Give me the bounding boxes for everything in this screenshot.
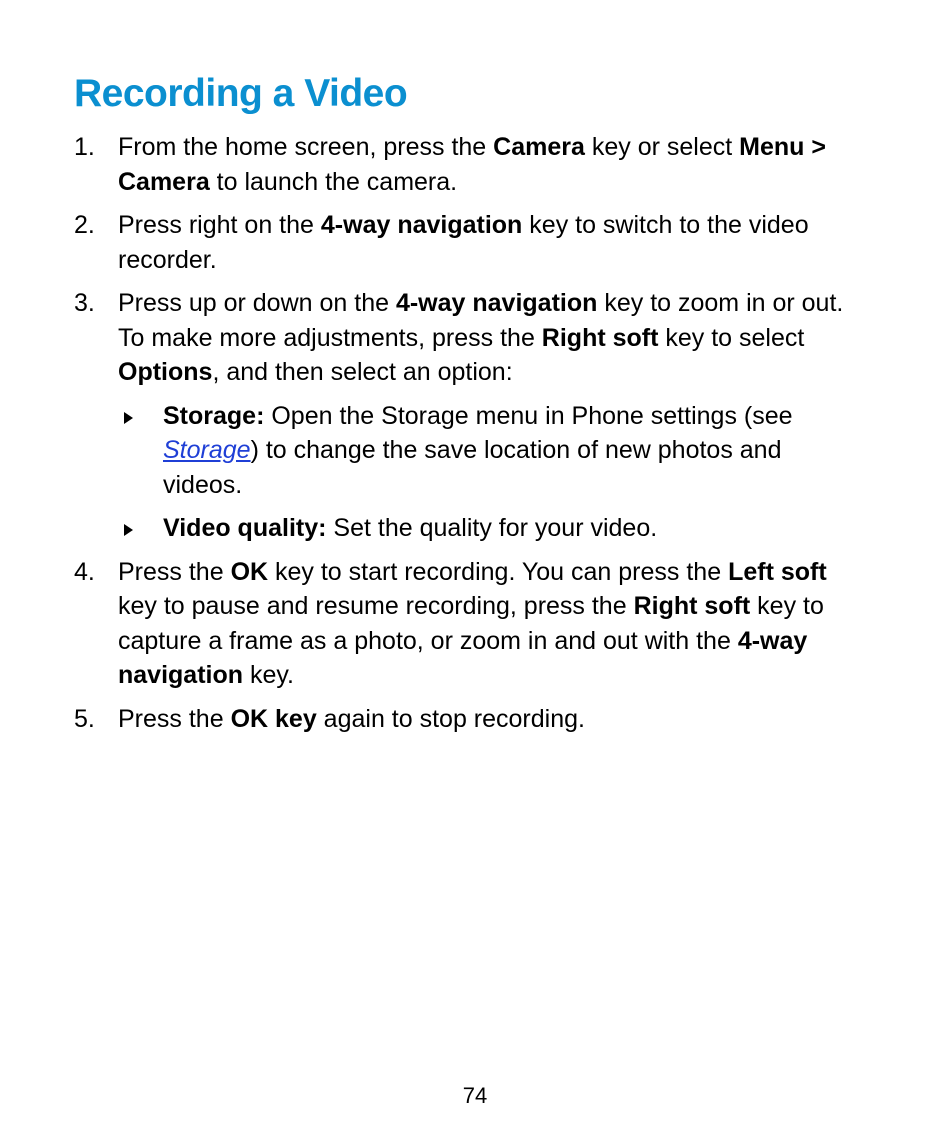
text-span: Press the bbox=[118, 704, 231, 733]
step-number: 4. bbox=[74, 557, 95, 586]
option-text: Set the quality for your video. bbox=[326, 514, 658, 542]
step-3 bbox=[74, 286, 864, 546]
page-title: Recording a Video bbox=[74, 72, 408, 115]
step-number: 1. bbox=[74, 133, 95, 161]
text-span: key to zoom in or out. To make more adjustments, press the bbox=[118, 289, 844, 352]
option-video-quality bbox=[118, 511, 864, 546]
option-term: Storage: bbox=[163, 401, 265, 430]
key-name-right-soft: Right soft bbox=[541, 323, 659, 352]
storage-link[interactable]: Storage bbox=[163, 436, 251, 464]
text-span: From the home screen, press the bbox=[118, 133, 494, 161]
step-text bbox=[118, 133, 826, 196]
text-span: Press up or down on the bbox=[118, 289, 396, 317]
text-span: key to start recording. You can press the bbox=[268, 557, 729, 586]
step-text bbox=[118, 211, 809, 274]
key-name-ok: OK key bbox=[230, 704, 317, 733]
step-number: 3. bbox=[74, 289, 95, 317]
text-span: key to switch to the video recorder. bbox=[118, 211, 809, 274]
key-name-left-soft: Left soft bbox=[728, 557, 827, 586]
menu-path: Menu > Camera bbox=[118, 133, 826, 196]
page-content bbox=[74, 70, 864, 745]
page-number: 74 bbox=[462, 1083, 488, 1108]
text-span: Press the bbox=[118, 557, 231, 586]
menu-options: Options bbox=[118, 358, 213, 386]
text-span: key to select bbox=[658, 323, 805, 352]
text-span: key to pause and resume recording, press the bbox=[118, 592, 634, 620]
option-text: ) to change the save location of new photos and videos. bbox=[163, 436, 782, 499]
key-name-navigation: 4-way navigation bbox=[320, 211, 523, 239]
step-text bbox=[118, 705, 585, 733]
text-span: key. bbox=[243, 661, 294, 689]
options-list bbox=[118, 399, 864, 546]
bullet-triangle-icon bbox=[124, 412, 133, 424]
step-5 bbox=[74, 702, 864, 737]
step-text bbox=[118, 558, 827, 690]
steps-list bbox=[74, 130, 864, 736]
step-4 bbox=[74, 555, 864, 693]
step-1 bbox=[74, 130, 864, 199]
option-text: Open the Storage menu in Phone settings (see bbox=[264, 401, 793, 430]
option-storage bbox=[118, 399, 864, 503]
key-name-navigation: 4-way navigation bbox=[118, 626, 808, 689]
key-name-navigation: 4-way navigation bbox=[395, 289, 598, 317]
option-term: Video quality: bbox=[163, 514, 327, 542]
text-span: key or select bbox=[584, 133, 740, 161]
text-span: again to stop recording. bbox=[316, 704, 585, 733]
key-name-camera: Camera bbox=[493, 133, 585, 161]
step-number: 5. bbox=[74, 704, 95, 733]
step-number: 2. bbox=[74, 211, 95, 239]
bullet-triangle-icon bbox=[124, 524, 133, 536]
text-span: Press right on the bbox=[118, 211, 321, 239]
step-text bbox=[118, 289, 843, 386]
text-span: key to capture a frame as a photo, or zoom in and out with the bbox=[118, 592, 824, 655]
text-span: , and then select an option: bbox=[212, 358, 513, 386]
text-span: to launch the camera. bbox=[209, 167, 458, 196]
key-name-right-soft: Right soft bbox=[633, 592, 751, 620]
key-name-ok: OK bbox=[230, 557, 269, 586]
step-2 bbox=[74, 208, 864, 277]
